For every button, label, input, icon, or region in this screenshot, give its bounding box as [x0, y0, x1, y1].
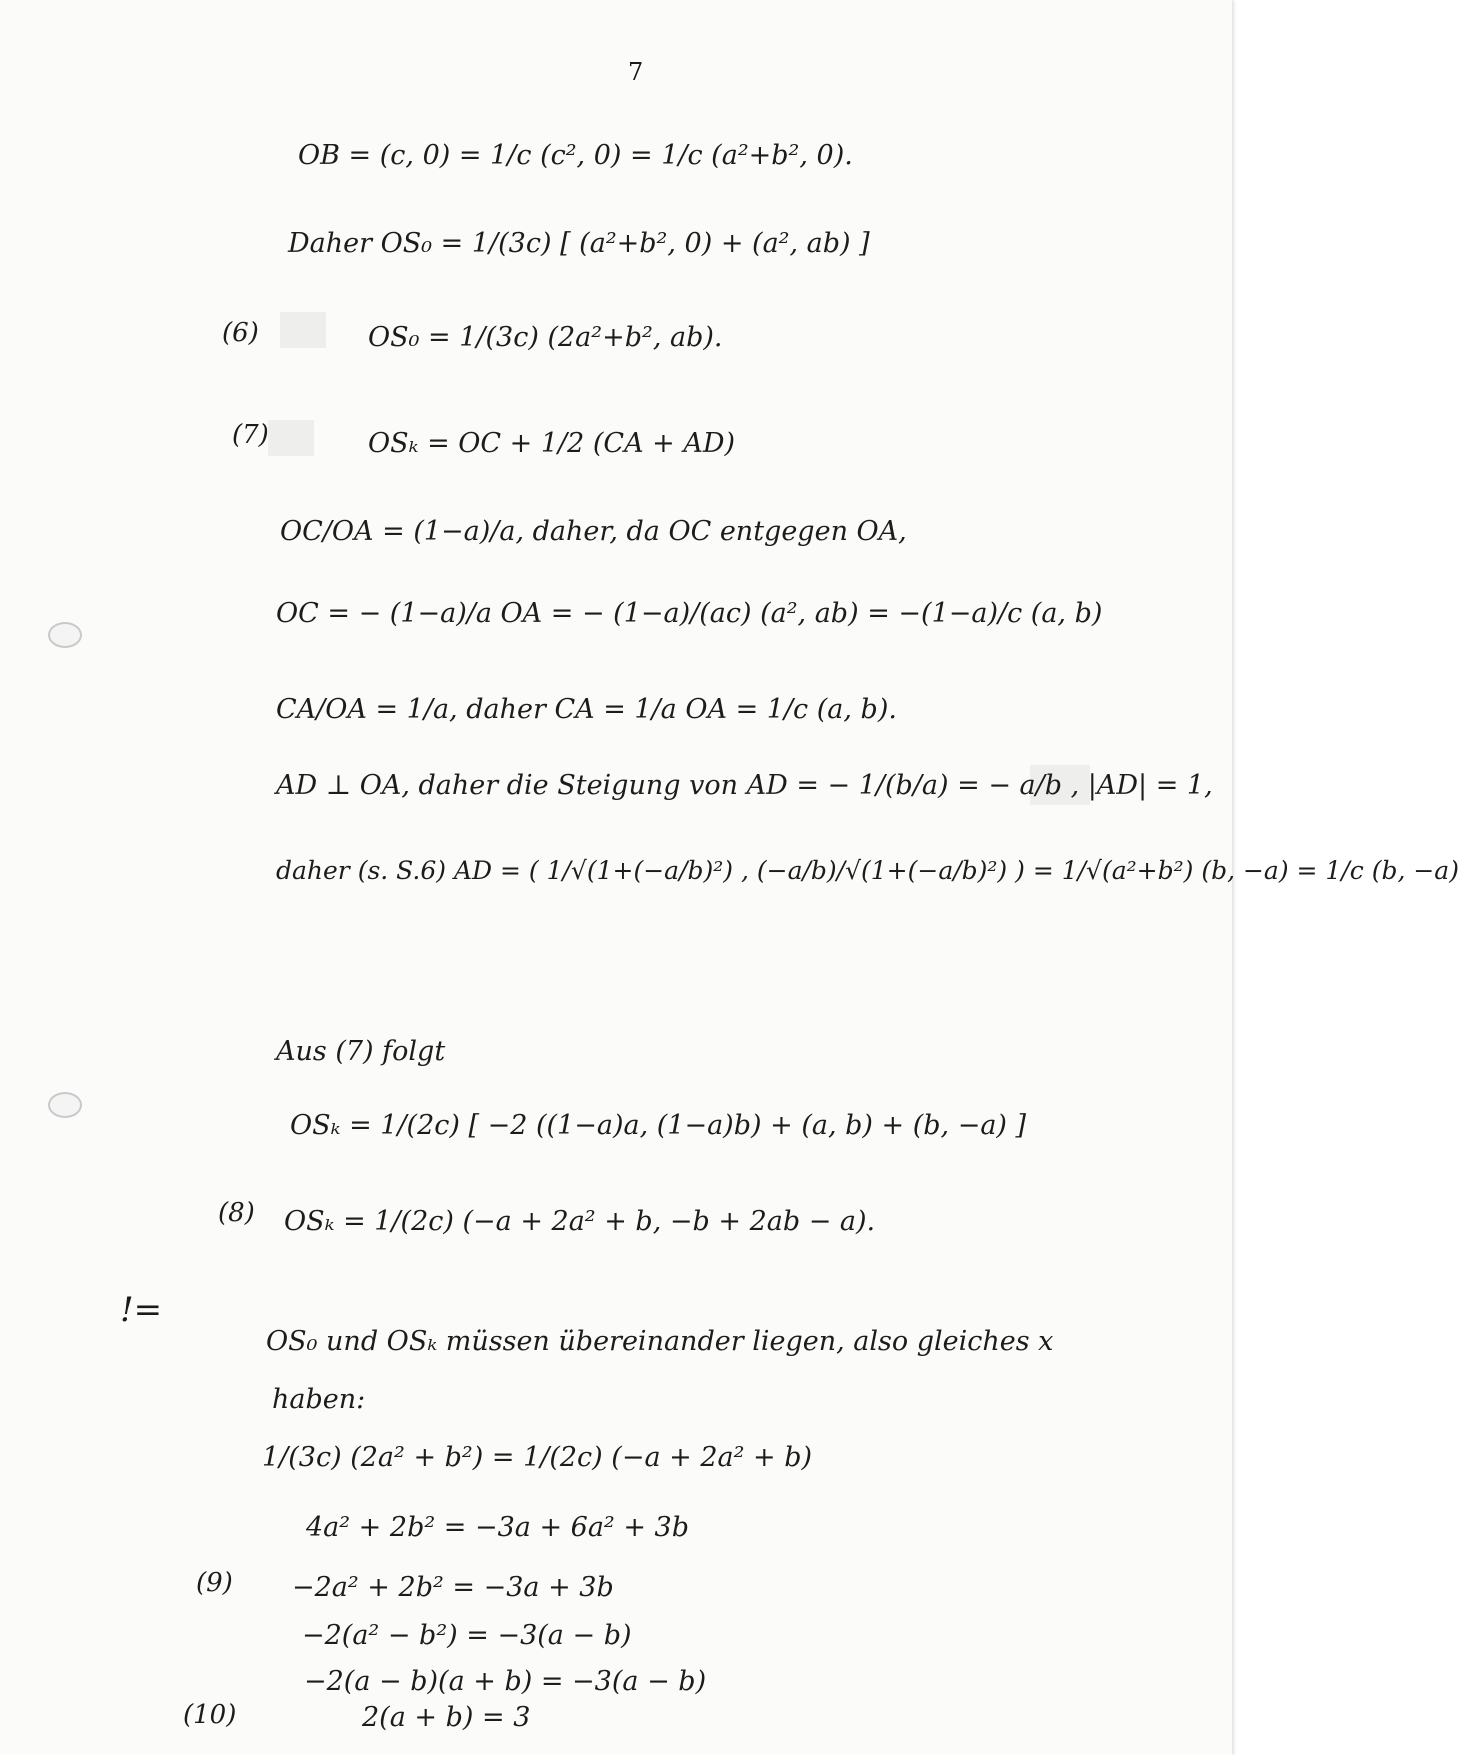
page-number: 7 — [628, 58, 644, 86]
math-line: OS₀ und OSₖ müssen übereinander liegen, also gleiches x — [266, 1326, 1054, 1357]
math-line: 2(a + b) = 3 — [362, 1702, 531, 1733]
smudge — [280, 312, 326, 348]
math-line: CA/OA = 1/a, daher CA = 1/a OA = 1/c (a, b). — [276, 694, 897, 725]
math-line: 4a² + 2b² = −3a + 6a² + 3b — [306, 1512, 689, 1543]
math-line: OSₖ = 1/(2c) [ −2 ((1−a)a, (1−a)b) + (a, b) + (b, −a) ] — [290, 1110, 1027, 1141]
math-line: OC/OA = (1−a)/a, daher, da OC entgegen OA, — [280, 516, 907, 547]
smudge — [268, 420, 314, 456]
math-line: OC = − (1−a)/a OA = − (1−a)/(ac) (a², ab) = −(1−a)/c (a, b) — [276, 598, 1103, 629]
math-line: Aus (7) folgt — [276, 1036, 446, 1067]
equation-number: (6) — [222, 318, 259, 348]
math-line: −2(a² − b²) = −3(a − b) — [302, 1620, 632, 1651]
math-line: haben: — [272, 1384, 366, 1415]
punch-hole — [48, 1092, 82, 1118]
math-line: −2(a − b)(a + b) = −3(a − b) — [304, 1666, 707, 1697]
math-line: AD ⊥ OA, daher die Steigung von AD = − 1/(b/a) = − a/b , |AD| = 1, — [276, 770, 1213, 801]
math-line: OB = (c, 0) = 1/c (c², 0) = 1/c (a²+b², 0). — [298, 140, 853, 171]
equation-number: (9) — [196, 1568, 233, 1598]
math-line: OSₖ = 1/(2c) (−a + 2a² + b, −b + 2ab − a). — [284, 1206, 876, 1237]
equation-number: (10) — [183, 1700, 237, 1730]
math-line: −2a² + 2b² = −3a + 3b — [292, 1572, 614, 1603]
math-line: Daher OS₀ = 1/(3c) [ (a²+b², 0) + (a², ab) ] — [288, 228, 870, 259]
punch-hole — [48, 622, 82, 648]
margin-mark: != — [120, 1290, 163, 1330]
equation-number: (7) — [232, 420, 269, 450]
math-line: OSₖ = OC + 1/2 (CA + AD) — [368, 428, 736, 459]
equation-number: (8) — [218, 1198, 255, 1228]
math-line: daher (s. S.6) AD = ( 1/√(1+(−a/b)²) , (−a/b)/√(1+(−a/b)²) ) = 1/√(a²+b²) (b, −a) = 1/c (b, −a) — [276, 856, 1459, 885]
math-line: OS₀ = 1/(3c) (2a²+b², ab). — [368, 322, 723, 353]
math-line: 1/(3c) (2a² + b²) = 1/(2c) (−a + 2a² + b) — [262, 1442, 813, 1473]
